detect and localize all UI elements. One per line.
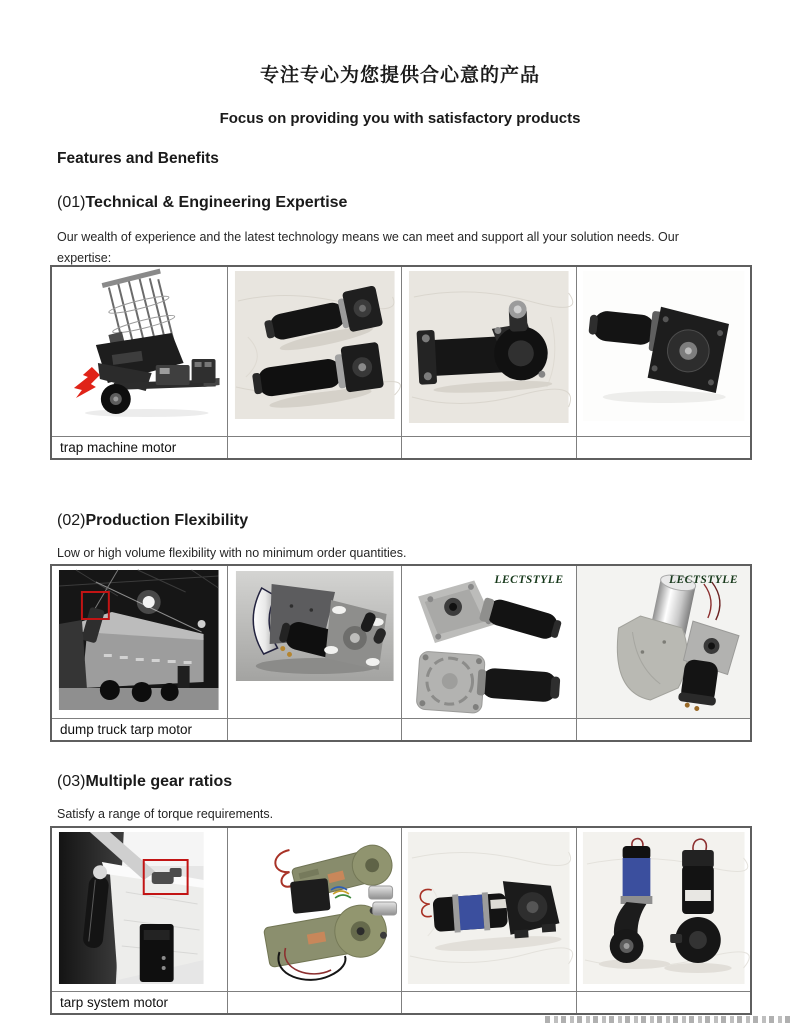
caption-cell-empty (576, 436, 751, 458)
lectstyle-motors-b-photo (577, 566, 751, 718)
motor-cover (617, 616, 687, 700)
cutoff-text-fragment (545, 1016, 790, 1023)
caption-cell-empty (401, 436, 576, 458)
section-02-title: Production Flexibility (85, 512, 249, 529)
photo-cell-blue-motors-vertical (576, 828, 751, 991)
photo-cell-gearbox-assembly (401, 267, 576, 436)
caption-cell-empty (227, 436, 402, 458)
photo-cell-lectstyle-motors-a (401, 566, 576, 718)
caption-cell (52, 436, 227, 458)
section-03-heading (57, 773, 232, 791)
caption-cell-empty (576, 718, 751, 740)
page-title-english: Focus on providing you with satisfactory products (219, 110, 581, 127)
photo-cell-chrome-tarp-motor (227, 566, 402, 718)
brand-label: LECTSTYLE (668, 574, 738, 586)
section-01-body (57, 227, 679, 269)
dump-truck-night-photo (52, 566, 227, 718)
lectstyle-motors-a-photo (402, 566, 576, 718)
worm-gear-motor-photo (577, 267, 751, 436)
section-01-heading (57, 194, 347, 212)
table-1-caption: trap machine motor (60, 440, 177, 455)
section-01-title: Technical & Engineering Expertise (85, 194, 348, 211)
caption-cell (52, 718, 227, 740)
caption-cell (52, 991, 227, 1013)
blue-motors-vertical-photo (577, 828, 751, 991)
table-2-caption: dump truck tarp motor (60, 722, 193, 737)
olive-motors-photo (228, 828, 402, 991)
section-01-body-line-2: expertise: (57, 251, 112, 265)
section-02-body-line-1: Low or high volume flexibility with no minimum order quantities. (57, 546, 407, 560)
caption-cell-empty (401, 718, 576, 740)
caption-cell-empty (576, 991, 751, 1013)
section-03-body (57, 804, 273, 825)
caption-cell-empty (401, 991, 576, 1013)
section-03-title: Multiple gear ratios (85, 773, 233, 790)
section-02-number: (02) (57, 512, 86, 529)
photo-cell-trap-machine (52, 267, 227, 436)
gearbox-assembly-photo (402, 267, 576, 436)
section-03-body-line-1: Satisfy a range of torque requirements. (57, 807, 274, 821)
dual-black-motors-photo (228, 267, 402, 436)
section-02-heading (57, 512, 248, 530)
caption-cell-empty (227, 718, 402, 740)
photo-cell-worm-gear-motor (576, 267, 751, 436)
brand-label: LECTSTYLE (494, 574, 564, 586)
blue-motor-horizontal-photo (402, 828, 576, 991)
product-table-2 (50, 564, 752, 742)
section-01-number: (01) (57, 194, 86, 211)
chrome-tarp-motor-photo (228, 566, 402, 718)
photo-cell-blue-motor-horizontal (401, 828, 576, 991)
tarp-system-truck-photo (52, 828, 227, 991)
trap-machine-illustration (52, 267, 227, 436)
product-table-3 (50, 826, 752, 1015)
product-table-1 (50, 265, 752, 460)
caption-cell-empty (227, 991, 402, 1013)
photo-cell-dump-truck (52, 566, 227, 718)
photo-cell-olive-motors (227, 828, 402, 991)
section-02-body (57, 543, 406, 564)
photo-cell-tarp-system (52, 828, 227, 991)
page-title-chinese: 专注专心为您提供合心意的产品 (259, 64, 540, 86)
features-benefits-heading: Features and Benefits (57, 150, 219, 167)
photo-cell-dual-black-motors (227, 267, 402, 436)
section-03-number: (03) (57, 773, 86, 790)
section-01-body-line-1: Our wealth of experience and the latest technology means we can meet and support all your solution needs. Our (57, 230, 679, 244)
table-3-caption: tarp system motor (60, 995, 169, 1010)
photo-cell-lectstyle-motors-b (576, 566, 751, 718)
